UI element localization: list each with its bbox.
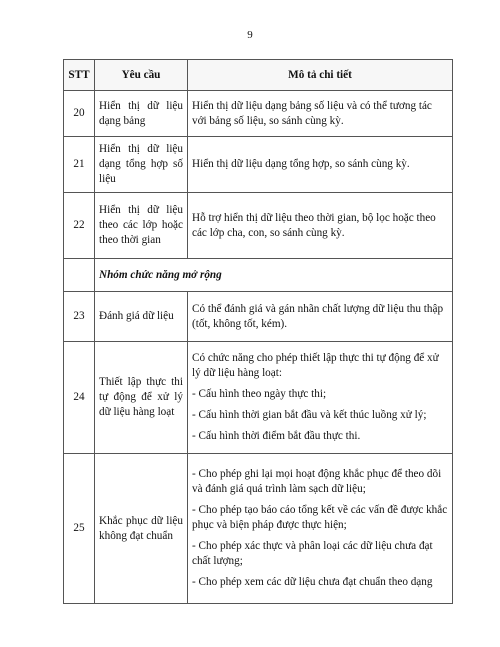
description-line: - Cấu hình theo ngày thực thi; xyxy=(192,388,327,400)
table-body-main xyxy=(64,91,453,259)
table-row xyxy=(64,137,453,193)
row-stt: 25 xyxy=(64,454,95,604)
table-header-row xyxy=(64,60,453,91)
row-description xyxy=(188,91,453,137)
description-line: Có thể đánh giá và gán nhãn chất lượng dữ liệu thu thập (tốt, không tốt, kém). xyxy=(192,302,444,330)
group-stt-cell xyxy=(64,259,95,292)
table-group xyxy=(64,259,453,292)
group-row xyxy=(64,259,453,292)
table-row xyxy=(64,91,453,137)
description-line: - Cho phép xác thực và phân loại các dữ liệu chưa đạt chất lượng; xyxy=(192,540,433,567)
table-row xyxy=(64,193,453,259)
description-line: - Cấu hình thời gian bắt đầu và kết thúc luồng xử lý; xyxy=(192,409,427,421)
row-description xyxy=(188,454,453,604)
description-line: - Cho phép xem các dữ liệu chưa đạt chuẩn theo dạng xyxy=(192,576,433,588)
page-number: 9 xyxy=(247,29,253,41)
row-stt: 24 xyxy=(64,342,95,454)
row-stt: 22 xyxy=(64,193,95,259)
row-requirement: Hiển thị dữ liệu dạng bảng xyxy=(95,91,188,137)
table-row xyxy=(64,342,453,454)
header-requirement: Yêu cầu xyxy=(95,60,188,91)
row-stt: 23 xyxy=(64,292,95,342)
row-requirement: Đánh giá dữ liệu xyxy=(95,292,188,342)
row-description xyxy=(188,342,453,454)
header-description: Mô tả chi tiết xyxy=(188,60,453,91)
table-body-extended xyxy=(64,292,453,604)
description-line: Có chức năng cho phép thiết lập thực thi tự động để xử lý dữ liệu hàng loạt: xyxy=(192,352,439,379)
row-stt: 20 xyxy=(64,91,95,137)
description-line: - Cho phép ghi lại mọi hoạt động khắc phục để theo dõi và đánh giá quá trình làm sạch dữ liệu; xyxy=(192,468,442,495)
row-requirement: Hiển thị dữ liệu theo các lớp hoặc theo thời gian xyxy=(95,193,188,259)
description-line: Hiển thị dữ liệu dạng tổng hợp, so sánh cùng kỳ. xyxy=(192,158,410,170)
table-row xyxy=(64,454,453,604)
group-title: Nhóm chức năng mở rộng xyxy=(95,259,453,292)
description-line: Hỗ trợ hiển thị dữ liệu theo thời gian, bộ lọc hoặc theo các lớp cha, con, so sánh cùng kỳ. xyxy=(192,211,436,239)
row-requirement: Thiết lập thực thi tự động để xử lý dữ liệu hàng loạt xyxy=(95,342,188,454)
header-stt: STT xyxy=(64,60,95,91)
description-line: - Cho phép tạo báo cáo tổng kết về các vấn đề được khắc phục và biện pháp được thực hiện; xyxy=(192,504,448,531)
row-description xyxy=(188,137,453,193)
table-row xyxy=(64,292,453,342)
row-description xyxy=(188,292,453,342)
row-description xyxy=(188,193,453,259)
row-requirement: Hiển thị dữ liệu dạng tổng hợp số liệu xyxy=(95,137,188,193)
description-line: - Cấu hình thời điểm bắt đầu thực thi. xyxy=(192,430,361,442)
row-requirement: Khắc phục dữ liệu không đạt chuẩn xyxy=(95,454,188,604)
row-stt: 21 xyxy=(64,137,95,193)
requirements-table xyxy=(63,59,453,604)
description-line: Hiển thị dữ liệu dạng bảng số liệu và có thể tương tác với bảng số liệu, so sánh cùng kỳ. xyxy=(192,99,432,127)
